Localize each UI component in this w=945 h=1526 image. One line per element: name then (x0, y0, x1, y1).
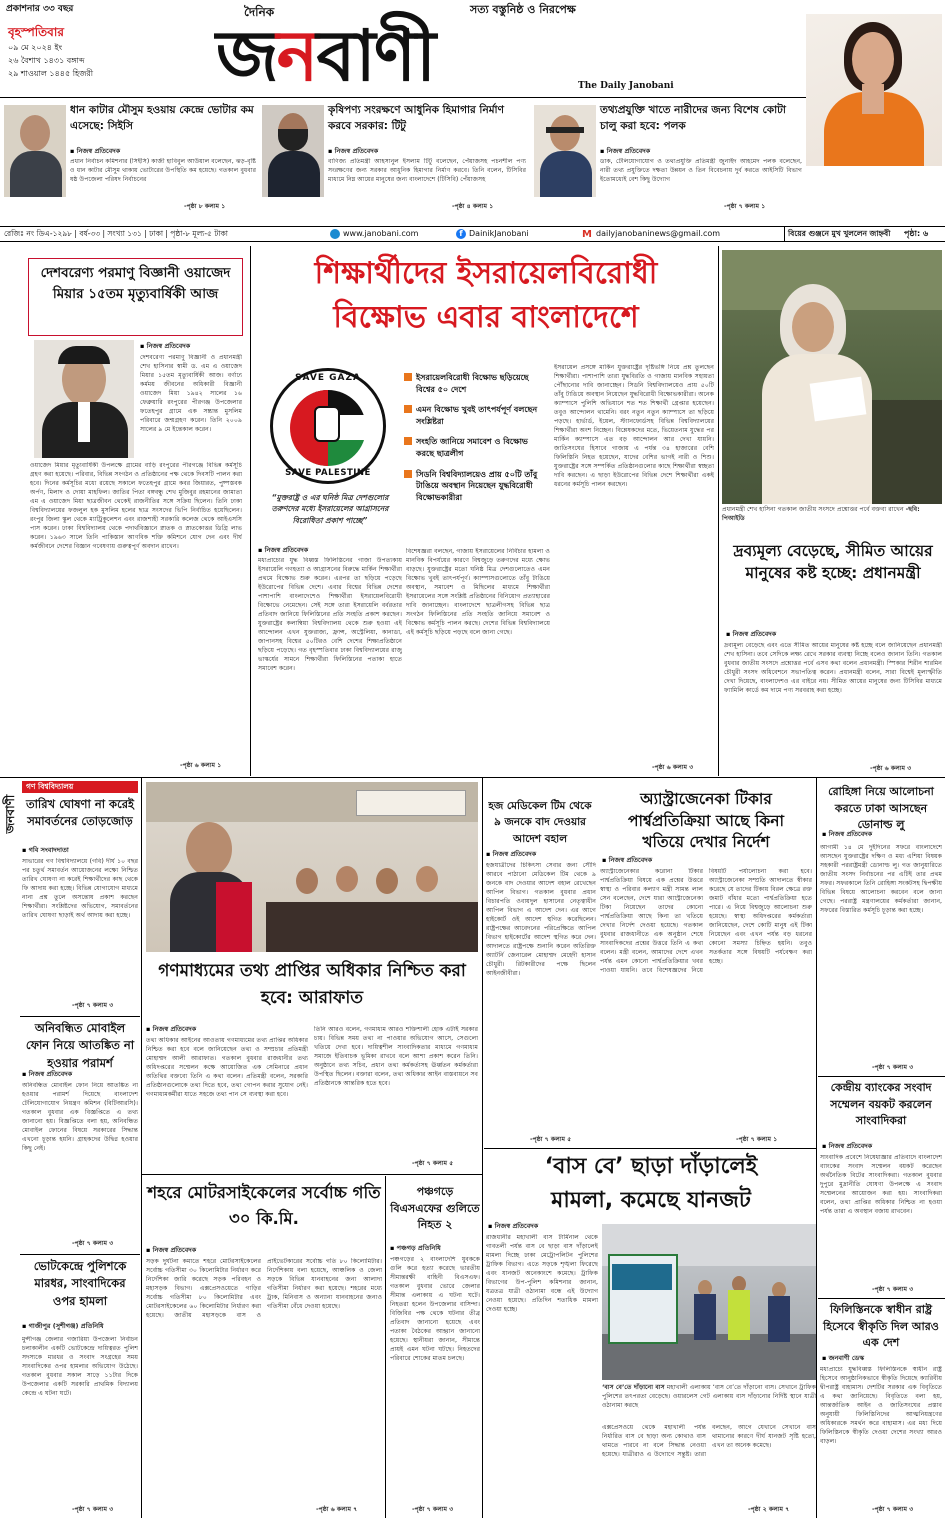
rohingya-byline: ▪ নিজস্ব প্রতিবেদক (822, 830, 872, 839)
save-gaza-graphic (256, 364, 402, 540)
lead-cont[interactable]: -পৃষ্ঠা ৬ কলাম ৩ (652, 764, 694, 771)
lead-headline[interactable] (256, 252, 716, 339)
logo-ja: জ (216, 15, 277, 97)
astra-title[interactable]: অ্যাস্ট্রাজেনেকা টিকার পার্শ্বপ্রতিক্রিয়া আছে কিনা খতিয়ে দেখার নির্দেশ (627, 790, 785, 852)
info-bar (0, 226, 945, 242)
mail-icon: M (582, 229, 592, 240)
rohingya-title[interactable]: রোহিঙ্গা নিয়ে আলোচনা করতে ঢাকা আসছেন ডোনাল্ড লু (828, 785, 934, 831)
pm-byline: ▪ নিজস্ব প্রতিবেদক (726, 630, 776, 639)
wazed-text-2: ওয়াজেদ মিয়ার মৃত্যুবার্ষিকী উপলক্ষে গ্রামের বাড়ি রংপুরের পীরগঞ্জে বিভিন্ন কর্মসূচি গ্রহণ করা হয়েছে। পরিবার, বিভিন্ন সংগঠন ও প্রতিষ্ঠানের পক্ষ থেকে দিবসটি পালন করা হবে। দিনের কর্মসূচির মধ্যে রয়েছে সকালে ফতেহপুর গ্রামে কবর জিয়ারত, পুষ্পস্তবক অর্পণ, মিলাদ ও দোয়া মাহফিল। জাতির পিতা বঙ্গবন্ধু শেখ মুজিবুর রহমানের জামাতা এম এ ওয়াজেদ মিয়া ছাত্রজীবন থেকেই রাজনীতির সঙ্গে সক্রিয় ছিলেন। তিনি ঢাকা বিশ্ববিদ্যালয়ের ফজলুল হক মুসলিম হলের ছাত্র সংসদের ভিপি নির্বাচিত হয়েছিলেন। রংপুর জিলা স্কুল থেকে ম্যাট্রিকুলেশন এবং রাজশাহী সরকারি কলেজ থেকে আইএসসি পাস করেন। ঢাকা বিশ্ববিদ্যালয় থেকে পদার্থবিজ্ঞানে স্নাতক ও স্নাতকোত্তর ডিগ্রি লাভ করেন। ১৯৬৩ সালে তিনি পাকিস্তান আণবিক শক্তি কমিশনে যোগ দেন এবং দীর্ঘ কর্মজীবনে দেশের বিজ্ঞান গবেষণায় গুরুত্বপূর্ণ অবদান রাখেন। (30, 462, 242, 550)
teaser-2-byline: ▪ নিজস্ব প্রতিবেদক (328, 147, 378, 156)
anniversary-tagline: প্রকাশনার ৩৩ বছর (6, 4, 74, 14)
hajj-title[interactable]: হজ মেডিকেল টিম থেকে ৯ জনকে বাদ দেওয়ার আদেশ বহাল (488, 800, 592, 845)
gono-byline: ▪ গবি সংবাদদাতা (22, 846, 69, 855)
wazed-title[interactable]: দেশবরেণ্য পরমাণু বিজ্ঞানী ওয়াজেদ মিয়ার ১৫তম মৃত্যুবার্ষিকী আজ (40, 265, 231, 302)
email-link[interactable]: dailyjanobaninews@gmail.com (596, 229, 721, 238)
bus-caption-text: মহাখালী এলাকায় ‘বাস বে’তে দাঁড়ানো বাস। সেখানে ট্রাফিক পুলিশের তৎপরতা বেড়েছে। ওয়ারলেস গেট এলাকায় বাস দাঁড়ানোর নির্দিষ্ট স্থানে যাত্রী ওঠানামা করছে (602, 1384, 817, 1409)
gono-section-text: গণ বিশ্ববিদ্যালয় (26, 782, 74, 791)
gono-bottom-rule (20, 1016, 140, 1017)
vote-text: মুন্সীগঞ্জ জেলার গজারিয়া উপজেলা নির্বাচন চলাকালীন একটি ভোটকেন্দ্রে দায়িত্বরত পুলিশ সদস্যকে মারধর ও সংবাদ সংগ্রহের সময় সাংবাদিকের ওপর হামলার অভিযোগ উঠেছে। গতকাল বুধবার সকাল সাড়ে ১১টার দিকে উপজেলার একটি সরকারি প্রাথমিক বিদ্যালয় কেন্দ্রে এ ঘটনা ঘটে। (22, 1336, 138, 1397)
masthead (0, 0, 945, 98)
bus-title-line2: মামলা, কমেছে যানজট (551, 1188, 751, 1214)
lead-bullet-1: ইসরায়েলবিরোধী বিক্ষোভ ছড়িয়েছে বিশ্বের ৫০ দেশে (404, 372, 546, 395)
teaser-photo-cec (4, 105, 66, 197)
astra-headline-box (600, 786, 812, 852)
side-logo-text: জনবাণী (2, 794, 17, 834)
website-link[interactable]: www.janobani.com (343, 229, 419, 238)
astra-byline: ▪ নিজস্ব প্রতিবেদক (602, 856, 652, 865)
wazed-portrait (34, 340, 134, 458)
page-number: পৃষ্ঠা: ৬ (904, 229, 929, 238)
arrow-right-icon (404, 405, 412, 413)
pm-caption-text: প্রধানমন্ত্রী শেখ হাসিনা গতকাল জাতীয় সংসদে প্রশ্নোত্তর পর্বে বক্তব্য রাখেন (722, 506, 904, 513)
bus-title[interactable] (486, 1150, 816, 1218)
bike-title[interactable]: শহরে মোটরসাইকেলের সর্বোচ্চ গতি ৩০ কি.মি. (147, 1183, 381, 1229)
col-rule-3 (141, 778, 142, 1518)
hajj-byline: ▪ নিজস্ব প্রতিবেদক (486, 850, 536, 859)
lead-bullet-2: এমন বিক্ষোভ খুবই তাৎপর্যপূর্ণ বলছেন সংশ্লিষ্টরা (404, 404, 546, 427)
teaser-strip (0, 99, 806, 227)
facebook-link[interactable]: DainikJanobani (469, 229, 529, 238)
astra-text: অ্যাস্ট্রাজেনেকার করোনা টিকার পার্শ্বপ্রতিক্রিয়া বিষয়ে এক প্রশ্নের উত্তরে স্বাস্থ্য ও পরিবার কল্যাণ মন্ত্রী সামন্ত লাল সেন বলেছেন, দেশে যারা অ্যাস্ট্রাজেনেকা টিকা নিয়েছেন তাদের কোনো পার্শ্বপ্রতিক্রিয়া আছে কিনা তা খতিয়ে দেখার নির্দেশ দেওয়া হয়েছে। গতকাল বুধবার রাজধানীতে এক অনুষ্ঠান শেষে সাংবাদিকদের প্রশ্নের উত্তরে তিনি এ কথা বলেন। মন্ত্রী বলেন, আমাদের দেশে এখন পর্যন্ত এমন কোনো পার্শ্বপ্রতিক্রিয়ার খবর পাওয়া যায়নি। তবে বিশেষজ্ঞদের নিয়ে বিষয়টি পর্যালোচনা করা হবে। অ্যাস্ট্রাজেনেকা সম্প্রতি আদালতে স্বীকার করেছে যে তাদের টিকায় বিরল ক্ষেত্রে রক্ত জমাট বাঁধার মতো পার্শ্বপ্রতিক্রিয়া হতে পারে। এ নিয়ে বিশ্বজুড়ে আলোচনা শুরু হয়েছে। স্বাস্থ্য অধিদপ্তরের কর্মকর্তারা জানিয়েছেন, দেশে কোটি মানুষ এই টিকা নিয়েছেন এবং এখন পর্যন্ত বড় ধরনের কোনো সমস্যা চিহ্নিত হয়নি। তবুও সতর্কতার সঙ্গে বিষয়টি পর্যবেক্ষণ করা হচ্ছে। (600, 868, 812, 974)
lead-bullet-3: সংহতি জানিয়ে সমাবেশ ও বিক্ষোভ করছে ছাত্রলীগ (404, 436, 546, 459)
badge-top-text: SAVE GAZA (295, 373, 361, 383)
arafat-cont[interactable]: -পৃষ্ঠা ৭ কলাম ৫ (412, 1160, 454, 1167)
teaser-1-text: প্রধান নির্বাচন কমিশনার (সিইসি) কাজী হাবিবুল আউয়াল বলেছেন, ঝড়-বৃষ্টি ও ধান কাটার মৌসুম থাকায় ভোটারের উপস্থিতি কম হয়েছে। গতকাল বুধবার ষষ্ঠ উপজেলা পরিষদ নির্বাচনের (70, 158, 256, 183)
teaser-3-title[interactable]: তথ্যপ্রযুক্তি খাতে নারীদের জন্য বিশেষ কোটা চালু করা হবে: পলক (600, 104, 786, 132)
pm-title[interactable]: দ্রব্যমূল্য বেড়েছে, সীমিত আয়ের মানুষের কষ্ট হচ্ছে: প্রধানমন্ত্রী (733, 542, 933, 583)
arafat-text-a: তথ্য অধিকার আইনের আওতায় গণমাধ্যমের তথ্য প্রাপ্তির অধিকার নিশ্চিত করা হবে বলে জানিয়েছেন তথ্য ও সম্প্রচার প্রতিমন্ত্রী মোহাম্মদ আলী আরাফাত। গতকাল বুধবার রাজধানীর তথ্য অধিদপ্তরের সম্মেলন কক্ষে আয়োজিত এক সেমিনারে প্রধান অতিথির বক্তব্যে তিনি এ কথা বলেন। প্রতিমন্ত্রী বলেন, সরকারি প্রতিষ্ঠানগুলোকে তথ্য দিতে হবে, তথ্য গোপন করার সুযোগ নেই। গণমাধ্যমকর্মীরা যাতে সহজে তথ্য পান সে ব্যবস্থা করা হবে। (146, 1037, 308, 1098)
day-name: বৃহস্পতিবার (8, 25, 64, 39)
teaser-3-text: ডাক, টেলিযোগাযোগ ও তথ্যপ্রযুক্তি প্রতিমন্ত্রী জুনাইদ আহমেদ পলক বলেছেন, নারী তথ্য প্রযুক্তিতে দক্ষতা উন্নয়ন ও তিন বিবেচনায় দুর্ব করতে আইসিটি বিভাগ ইতোমধ্যেই বেশ কিছু উদ্যোগ (600, 158, 802, 183)
lead-text-a: মধ্যপ্রাচ্যের যুদ্ধ বিধ্বস্ত ফিলিস্তিনের গাজা উপত্যকায় ইসরায়েলি গণহত্যা ও আগ্রাসনের বিরুদ্ধে মার্কিন শিক্ষার্থীরা প্রথমে বিক্ষোভ শুরু করেন। এরপর তা ছড়িয়ে পড়েছে ইউরোপের বিভিন্ন দেশে। এবার বিশ্বের বিভিন্ন দেশের পাশাপাশি বাংলাদেশেও শিক্ষার্থীরা ইসরায়েলবিরোধী বিক্ষোভে নেমেছেন। সেই সঙ্গে তারা ইসরায়েলি বর্বরতার প্রতিবাদ জানিয়ে ফিলিস্তিনের প্রতি সংহতি প্রকাশ করছেন। যুক্তরাষ্ট্রের কলাম্বিয়া বিশ্ববিদ্যালয় থেকে শুরু হওয়া এই আন্দোলন এখন যুক্তরাজ্য, ফ্রান্স, অস্ট্রেলিয়া, কানাডা, জাপানসহ বিশ্বের ৫০টিরও বেশি দেশের শিক্ষাপ্রতিষ্ঠানে ছড়িয়ে পড়েছে। গত বৃহস্পতিবার ঢাকা বিশ্ববিদ্যালয়ের রাজু ভাস্কর্যের সামনে শিক্ষার্থীরা ফিলিস্তিনের পতাকা হাতে সমাবেশ করেন। (258, 557, 402, 672)
date-hijri: ২৯ শাওয়াল ১৪৪৫ হিজরী (8, 69, 94, 78)
arafat-text-b: তিনি আরও বলেন, গণমাধ্যম আরও শক্তিশালী হোক এটাই সরকার চায়। বিভিন্ন সময় তথ্য না পাওয়ার অভিযোগ আসে, সেগুলো খতিয়ে দেখা হবে। দায়িত্বশীল সাংবাদিকতার মাধ্যমে গণমাধ্যম সমাজে ইতিবাচক ভূমিকা রাখবে বলে আশা প্রকাশ করেন তিনি। অনুষ্ঠানে তথ্য সচিব, প্রধান তথ্য কর্মকর্তাসহ ঊর্ধ্বতন কর্মকর্তারা উপস্থিত ছিলেন। বক্তারা বলেন, তথ্য অধিকার আইন বাস্তবায়নে সব প্রতিষ্ঠানকে আন্তরিক হতে হবে। (314, 1026, 478, 1087)
col-rule-4 (482, 778, 483, 1518)
arafat-photo (146, 782, 478, 952)
side-logo-label (0, 780, 18, 848)
pm-photo-credit: -ছবি: পিআইডি (722, 506, 920, 522)
fist-icon (314, 406, 340, 442)
mobile-bottom-rule (20, 1254, 140, 1255)
gono-title[interactable]: তারিখ ঘোষণা না করেই সমাবর্তনের তোড়জোড় (25, 797, 135, 829)
mobile-byline: ▪ নিজস্ব প্রতিবেদক (22, 1070, 72, 1079)
facebook-icon: f (456, 229, 466, 239)
promo-portrait (806, 14, 942, 166)
bus-title-line1: ‘বাস বে’ ছাড়া দাঁড়ালেই (544, 1154, 758, 1179)
teaser-photo-titu (262, 105, 324, 197)
lead-headline-line1: শিক্ষার্থীদের ইসরায়েলবিরোধী (314, 256, 658, 291)
bus-text-b: এক্সপ্রেসওয়ে থেকে মহাখালী পর্যন্ত নির্ধারিত বাস বে ছাড়া অন্য কোথাও বাস থামতে পারবে না বলে সিদ্ধান্ত নেওয়া হয়েছে। যাত্রীরাও এ উদ্যোগে সন্তুষ্ট। তারা বলছেন, আগে যেখানে সেখানে বাস থামানোর কারণে দীর্ঘ যানজট সৃষ্টি হতো, এখন তা অনেক কমেছে। (602, 1424, 816, 1458)
pm-photo (722, 250, 942, 504)
arafat-title[interactable]: গণমাধ্যমের তথ্য প্রাপ্তির অধিকার নিশ্চিত করা হবে: আরাফাত (158, 961, 466, 1009)
english-name: The Daily Janobani (578, 81, 674, 91)
bus-cont[interactable]: -পৃষ্ঠা ২ কলাম ৭ (748, 1506, 790, 1513)
col-rule-2 (718, 246, 719, 776)
col-rule-5 (816, 778, 817, 1518)
teaser-2-text: বাণিজ্য প্রতিমন্ত্রী আহসানুল ইসলাম টিটু বলেছেন, পেঁয়াজসহ পচনশীল পণ্য সংরক্ষণের জন্য সরকার আধুনিক হিমাগার নির্মাণ করবে। তিনি বলেন, টিসিবির মাধ্যমে নিম্ন আয়ের মানুষের জন্য বাংলাদেশে (টিসিবি) পেঁয়াজসহ (328, 158, 526, 183)
lead-bullet-4: সিডনি বিশ্ববিদ্যালয়েও প্রায় ৫০টি তাঁবু টাঙিয়ে অবস্থান নিয়েছেন যুদ্ধবিরোধী বিক্ষোভকারীরা (404, 469, 546, 504)
rohingya-cont[interactable]: -পৃষ্ঠা ৭ কলাম ৩ (872, 1064, 914, 1071)
bus-photo (602, 1224, 816, 1380)
bus-text-a: রাজধানীর মহাখালী বাস টার্মিনাল থেকে গাবতলী পর্যন্ত বাস বে ছাড়া বাস দাঁড়ালেই মামলা দিচ্ছে ঢাকা মেট্রোপলিটন পুলিশের ট্রাফিক বিভাগ। এতে সড়কে শৃঙ্খলা ফিরেছে এবং যানজট অনেকাংশে কমেছে। ট্রাফিক বিভাগের উপ-পুলিশ কমিশনার জানান, যত্রতত্র যাত্রী ওঠানামা বন্ধে এই উদ্যোগ নেওয়া হয়েছে। প্রতিদিন শতাধিক মামলা দেওয়া হচ্ছে। (486, 1234, 598, 1313)
bike-cont[interactable]: -পৃষ্ঠা ৬ কলাম ৭ (316, 1506, 358, 1513)
rohingya-bottom-rule (818, 1076, 945, 1077)
arrow-right-icon (404, 373, 412, 381)
gono-section-tag (22, 781, 138, 793)
lead-headline-line2: বিক্ষোভ এবার বাংলাদেশে (333, 299, 639, 335)
date-bangla: ২৬ বৈশাখ ১৪৩১ বঙ্গাব্দ (8, 56, 85, 65)
col-rule-bike (385, 1176, 386, 1518)
teaser-1-byline: ▪ নিজস্ব প্রতিবেদক (70, 147, 120, 156)
bsf-text: পঞ্চগড়ের ২ বাংলাদেশি যুবককে গুলি করে হত্যা করেছে ভারতীয় সীমান্তরক্ষী বাহিনী বিএসএফ। গতকাল বুধবার ভোরে জেলার সীমান্ত এলাকায় এ ঘটনা ঘটে। নিহতরা হলেন উপজেলার বাসিন্দা। বিজিবির পক্ষ থেকে ঘটনার তীব্র প্রতিবাদ জানানো হয়েছে এবং পতাকা বৈঠকের আহ্বান জানানো হয়েছে। স্থানীয়রা জানান, সীমান্তে প্রায়ই এমন ঘটনা ঘটছে। নিহতদের পরিবারে শোকের মাতম চলছে। (390, 1256, 480, 1362)
vote-byline: ▪ গাজীপুর (সুশীগঞ্জ) প্রতিনিধি (22, 1322, 142, 1331)
hajj-cont[interactable]: -পৃষ্ঠা ৭ কলাম ৫ (530, 1136, 572, 1143)
globe-icon (330, 229, 340, 239)
gono-cont[interactable]: -পৃষ্ঠা ৭ কলাম ৩ (72, 1002, 114, 1009)
logo-na: ন (276, 15, 317, 97)
teaser-2-cont[interactable]: -পৃষ্ঠা ৪ কলাম ১ (452, 203, 494, 210)
hajj-astra-bottom-rule (484, 1148, 816, 1149)
palestine-cont[interactable]: -পৃষ্ঠা ৭ কলাম ৩ (872, 1506, 914, 1513)
palestine-byline: ▪ জনবাণী ডেস্ক (822, 1354, 864, 1363)
mobile-title[interactable]: অনিবন্ধিত মোবাইল ফোন নিয়ে আতঙ্কিত না হওয়ার পরামর্শ (25, 1021, 135, 1070)
arrow-right-icon (404, 470, 412, 478)
teaser-3-cont[interactable]: -পৃষ্ঠা ৭ কলাম ১ (724, 203, 766, 210)
lead-text-b: বিশেষজ্ঞরা বলছেন, গাজায় ইসরায়েলের নির্বিচার হামলা ও মানবিক বিপর্যয়ের কারণে বিশ্বজুড়ে তরুণদের মধ্যে ক্ষোভ বাড়ছে। যুক্তরাষ্ট্রের মতো ঘনিষ্ঠ মিত্র দেশগুলোতেও এমন বিক্ষোভ খুবই তাৎপর্যপূর্ণ। ক্যাম্পাসগুলোতে তাঁবু টাঙিয়ে অবস্থান, সমাবেশ ও মিছিলের মাধ্যমে শিক্ষার্থীরা ইসরায়েলের সঙ্গে সংশ্লিষ্ট প্রতিষ্ঠানের বিনিয়োগ প্রত্যাহারের দাবি জানাচ্ছেন। বাংলাদেশে ছাত্রলীগসহ বিভিন্ন ছাত্র সংগঠন ফিলিস্তিনের প্রতি সংহতি জানিয়ে সমাবেশ ও বিক্ষোভ কর্মসূচি পালন করছে। দেশের বিভিন্ন বিশ্ববিদ্যালয়ে এই কর্মসূচি ছড়িয়ে পড়ছে বলে জানা গেছে। (406, 548, 550, 636)
teaser-1-title[interactable]: ধান কাটার মৌসুম হওয়ায় কেন্দ্রে ভোটার কম এসেছে: সিইসি (70, 104, 254, 132)
wazed-byline: ▪ নিজস্ব প্রতিবেদক (140, 342, 190, 351)
promo-text: বিয়ের গুঞ্জনে মুখ খুললেন জাহ্নবী (788, 229, 891, 238)
pm-text: দ্রব্যমূল্য বেড়েছে এবং এতে সীমিত আয়ের মানুষের কষ্ট হচ্ছে বলে জানিয়েছেন প্রধানমন্ত্রী শেখ হাসিনা। তবে সেদিকে লক্ষ্য রেখে সরকার ব্যবস্থা নিচ্ছে বলেও জানান তিনি। গতকাল বুধবার জাতীয় সংসদে প্রশ্নোত্তর পর্বে এসব কথা বলেন প্রধানমন্ত্রী। স্পিকার শিরীন শারমিন চৌধুরী সংসদ অধিবেশনে সভাপতিত্ব করেন। প্রধানমন্ত্রী বলেন, সারা বিশ্বেই মূল্যস্ফীতি দেখা দিয়েছে, বাংলাদেশও এর বাইরে নয়। সীমিত আয়ের মানুষের জন্য টিসিবির মাধ্যমে ফ্যামিলি কার্ডে কম দামে পণ্য সরবরাহ করা হচ্ছে। (724, 642, 942, 694)
bank-cont[interactable]: -পৃষ্ঠা ৭ কলাম ৩ (872, 1286, 914, 1293)
wazed-cont[interactable]: -পৃষ্ঠা ৬ কলাম ১ (180, 762, 222, 769)
pm-cont[interactable]: -পৃষ্ঠা ৬ কলাম ৩ (870, 765, 912, 772)
pm-caption (722, 506, 942, 523)
vote-cont[interactable]: -পৃষ্ঠা ৭ কলাম ৩ (72, 1506, 114, 1513)
astra-cont[interactable]: -পৃষ্ঠা ৭ কলাম ১ (736, 1136, 778, 1143)
lead-quote: “মুক্তরাষ্ট্র ও এর ঘনিষ্ঠ মিত্র দেশগুলোর তরুণদের মধ্যে ইসরায়েলের আগ্রাসনের বিরোধিতা প্রকাশ পাচ্ছে” (271, 493, 389, 525)
bank-text: সাংবাদিক প্রবেশে নিষেধাজ্ঞার প্রতিবাদে বাংলাদেশ ব্যাংকের সংবাদ সম্মেলন বয়কট করেছেন অর্থনৈতিক বিটের সাংবাদিকরা। গতকাল বুধবার দুপুরে মুদ্রানীতি ঘোষণা উপলক্ষে এ সংবাদ সম্মেলনের আয়োজন করা হয়। সাংবাদিকরা বলেন, তথ্য প্রাপ্তির অধিকার নিশ্চিত না হওয়া পর্যন্ত তারা এ অবস্থান বজায় রাখবেন। (820, 1154, 942, 1215)
lead-text-c: ইসরায়েল প্রসঙ্গে মার্কিন যুক্তরাষ্ট্রের দৃষ্টিভঙ্গি নিয়ে প্রশ্ন তুলছেন শিক্ষার্থীরা। পাশাপাশি তারা যুদ্ধবিরতি ও গাজায় মানবিক সহায়তা পৌঁছানোর দাবি জানাচ্ছেন। সিডনি বিশ্ববিদ্যালয়েও প্রায় ৫০টি তাঁবু টাঙিয়ে অবস্থান নিয়েছেন যুদ্ধবিরোধী বিক্ষোভকারীরা। অনেক ক্যাম্পাসে পুলিশি অভিযানে শত শত শিক্ষার্থী গ্রেপ্তার হয়েছেন। তবুও আন্দোলন থামেনি। বরং নতুন নতুন ক্যাম্পাসে তা ছড়িয়ে পড়ছে। হার্ভার্ড, ইয়েল, স্ট্যানফোর্ডসহ বিভিন্ন বিশ্ববিদ্যালয়ের শিক্ষার্থীরা অংশ নিচ্ছেন। বিশ্লেষকদের মতে, ভিয়েতনাম যুদ্ধের পর মার্কিন ক্যাম্পাসে এত বড় আন্দোলন আর দেখা যায়নি। জাতিসংঘের হিসাবে গাজায় এ পর্যন্ত ৩৪ হাজারের বেশি ফিলিস্তিনি নিহত হয়েছেন, যাদের বেশির ভাগই নারী ও শিশু। যুক্তরাষ্ট্রের সঙ্গে সম্পর্কিত প্রতিষ্ঠানগুলোর কাছে শিক্ষার্থীরা স্বচ্ছতা দাবি করছেন। এ ছাড়া ইউরোপের বিভিন্ন দেশে শিক্ষার্থীরা একই ধরনের কর্মসূচি পালন করছেন। (554, 364, 714, 488)
bank-bottom-rule (818, 1298, 945, 1299)
date-english: ০৯ মে ২০২৪ ইং (8, 43, 63, 52)
teaser-3-byline: ▪ নিজস্ব প্রতিবেদক (600, 147, 650, 156)
bank-title[interactable]: কেন্দ্রীয় ব্যাংকের সংবাদ সম্মেলন বয়কট করলেন সাংবাদিকরা (830, 1081, 932, 1127)
teaser-photo-palak (534, 105, 596, 197)
lead-byline: ▪ নিজস্ব প্রতিবেদক (258, 546, 308, 555)
bsf-byline: ▪ পঞ্চগড় প্রতিনিধি (390, 1244, 441, 1253)
rohingya-text: আগামী ১৪ মে দুইদিনের সফরে বাংলাদেশে আসছেন যুক্তরাষ্ট্রের দক্ষিণ ও মধ্য এশিয়া বিষয়ক সহকারী পররাষ্ট্রমন্ত্রী ডোনাল্ড লু। গত জানুয়ারিতে জাতীয় সংসদ নির্বাচনের পর এটিই তার প্রথম সফর। সফরকালে তিনি রোহিঙ্গা সংকটসহ দ্বিপক্ষীয় বিভিন্ন বিষয়ে আলোচনা করবেন বলে জানা গেছে। পররাষ্ট্র মন্ত্রণালয়ের কর্মকর্তারা জানান, সফরের বিস্তারিত কর্মসূচি চূড়ান্ত করা হচ্ছে। (820, 844, 942, 914)
registration-info: রেজিঃ নং ডিএ-১২৯৮ | বর্ষ-৩৩ | সংখ্যা ১৩১ | ঢাকা | পৃষ্ঠা-৮ মূল্য-৫ টাকা (4, 229, 228, 238)
bank-byline: ▪ নিজস্ব প্রতিবেদক (822, 1142, 872, 1151)
bike-text: সড়ক দুর্ঘটনা কমাতে শহরে মোটরসাইকেলের সর্বোচ্চ গতিসীমা ৩০ কিলোমিটার নির্ধারণ করে নির্দেশিকা জারি করেছে সড়ক পরিবহন ও মহাসড়ক বিভাগ। এক্সপ্রেসওয়েতে গাড়ির সর্বোচ্চ গতিসীমা ৮০ কিলোমিটার এবং মোটরসাইকেলের ৬০ কিলোমিটার নির্ধারণ করা হয়েছে। জাতীয় মহাসড়কে বাস ও প্রাইভেটকারের সর্বোচ্চ গতি ৮০ কিলোমিটার। নির্দেশিকায় বলা হয়েছে, আঞ্চলিক ও জেলা সড়কে বিভিন্ন যানবাহনের জন্য আলাদা গতিসীমা নির্ধারণ করা হয়েছে। শহরের মধ্যে ট্রাক, মিনিবাস ও অন্যান্য যানবাহনের জন্যও গতিসীমা বেঁধে দেওয়া হয়েছে। (146, 1258, 382, 1319)
wazed-text-1: দেশবরেণ্য পরমাণু বিজ্ঞানী ও প্রধানমন্ত্রী শেখ হাসিনার স্বামী ড. এম এ ওয়াজেদ মিয়ার ১৫তম মৃত্যুবার্ষিকী আজ। বর্ণাঢ্য কর্মময় জীবনের অধিকারী বিজ্ঞানী ওয়াজেদ মিয়া ১৯৪২ সালের ১৬ ফেব্রুয়ারি রংপুরের পীরগঞ্জ উপজেলার ফতেহপুর গ্রামে এক সম্ভ্রান্ত মুসলিম পরিবারে জন্মগ্রহণ করেন। তিনি ২০০৯ সালের ৯ মে ইন্তেকাল করেন। (140, 354, 242, 433)
newspaper-logo (216, 16, 434, 96)
teaser-1-cont[interactable]: -পৃষ্ঠা ৮ কলাম ১ (184, 203, 226, 210)
palestine-title[interactable]: ফিলিস্তিনকে স্বাধীন রাষ্ট্র হিসেবে স্বীকৃতি দিল আরও এক দেশ (823, 1303, 939, 1349)
vote-title[interactable]: ভোটকেন্দ্রে পুলিশকে মারধর, সাংবাদিকের ওপর হামলা (33, 1259, 127, 1308)
bus-byline: ▪ নিজস্ব প্রতিবেদক (488, 1222, 538, 1231)
hajj-text: হজযাত্রীদের চিকিৎসা সেবার জন্য সৌদি আরবে পাঠানো মেডিকেল টিম থেকে ৯ জনকে বাদ দেওয়ার আদেশ বহাল রেখেছেন আপিল বিভাগ। গতকাল বুধবার প্রধান বিচারপতি ওবায়দুল হাসানের নেতৃত্বাধীন আপিল বিভাগ এ আদেশ দেন। এর আগে হাইকোর্ট ওই আদেশ স্থগিত করেছিলেন। রাষ্ট্রপক্ষের আবেদনের পরিপ্রেক্ষিতে আপিল বিভাগ হাইকোর্টের আদেশ স্থগিত করে দেন। আদালতে রাষ্ট্রপক্ষে শুনানি করেন অতিরিক্ত অ্যাটর্নি জেনারেল মোহাম্মদ মেহেদী হাসান চৌধুরী। রিটকারীদের পক্ষে ছিলেন আইনজীবীরা। (486, 862, 596, 977)
bus-photo-caption (602, 1384, 816, 1411)
masthead-motto: সত্য বস্তুনিষ্ঠ ও নিরপেক্ষ (470, 3, 576, 16)
arrow-right-icon (404, 437, 412, 445)
col-rule-1 (250, 246, 251, 776)
wazed-headline-box (28, 258, 243, 336)
palestine-text: মধ্যপ্রাচ্যে যুদ্ধবিধ্বস্ত ফিলিস্তিনকে স্বাধীন রাষ্ট্র হিসেবে আনুষ্ঠানিকভাবে স্বীকৃতি দিয়েছে ক্যারিবীয় দ্বীপরাষ্ট্র বাহামাস। দেশটির সরকার এক বিবৃতিতে এ কথা জানিয়েছে। বিবৃতিতে বলা হয়, আন্তর্জাতিক আইন ও জাতিসংঘের প্রস্তাব অনুযায়ী ফিলিস্তিনিদের আত্মনিয়ন্ত্রণের অধিকারকে সমর্থন করে বাহামাস। এর মধ্য দিয়ে ফিলিস্তিনকে স্বীকৃতি দেওয়া দেশের সংখ্যা আরও বাড়ল। (820, 1366, 942, 1445)
gono-text: সাভারের গণ বিশ্ববিদ্যালয়ে (গবি) দীর্ঘ ১০ বছর পর চতুর্থ সমাবর্তন আয়োজনের লক্ষ্যে নিশ্চিত তারিখ ঘোষণা না করেই শিক্ষার্থীদের কাছ থেকে ফি আদায় করা হচ্ছে। বিভিন্ন যোগাযোগ মাধ্যমে নানা প্রশ্ন তুলে অসন্তোষ প্রকাশ করছেন শিক্ষার্থীরা। সংশ্লিষ্টদের অভিযোগ, সমাবর্তনের তারিখ ঘোষণা ছাড়াই অর্থ আদায় করা হচ্ছে। (22, 858, 138, 919)
bike-byline: ▪ নিজস্ব প্রতিবেদক (146, 1246, 196, 1255)
bsf-title[interactable]: পঞ্চগড়ে বিএসএফের গুলিতে নিহত ২ (390, 1185, 480, 1231)
bsf-cont[interactable]: -পৃষ্ঠা ৭ কলাম ৩ (412, 1506, 454, 1513)
arafat-byline: ▪ নিজস্ব প্রতিবেদক (146, 1025, 196, 1034)
logo-bani: বাণী (316, 15, 435, 97)
bus-caption-title: ‘বাস বে’তে দাঁড়ানো বাস (602, 1384, 665, 1391)
promo-headline[interactable] (784, 227, 902, 241)
mobile-cont[interactable]: -পৃষ্ঠা ৭ কলাম ৩ (72, 1240, 114, 1247)
badge-bottom-text: SAVE PALESTINE (285, 468, 371, 478)
masthead-rule (0, 97, 806, 98)
arafat-bottom-rule (142, 1174, 482, 1175)
mobile-text: অনিবন্ধিত মোবাইল ফোন নিয়ে আতঙ্কিত না হওয়ার পরামর্শ দিয়েছে বাংলাদেশ টেলিযোগাযোগ নিয়ন্ত্রণ কমিশন (বিটিআরসি)। গতকাল বুধবার এক বিজ্ঞপ্তিতে এ তথ্য জানানো হয়। বিজ্ঞপ্তিতে বলা হয়, অনিবন্ধিত মোবাইল ফোনের বিষয়ে সরকারের সিদ্ধান্ত এখনো চূড়ান্ত হয়নি। গ্রাহকদের উদ্বিগ্ন হওয়ার কিছু নেই। (22, 1082, 138, 1152)
dainik-label: দৈনিক (244, 5, 275, 19)
teaser-2-title[interactable]: কৃষিপণ্য সংরক্ষণে আধুনিক হিমাগার নির্মাণ করবে সরকার: টিটু (328, 104, 504, 132)
lead-bullets (404, 372, 546, 503)
